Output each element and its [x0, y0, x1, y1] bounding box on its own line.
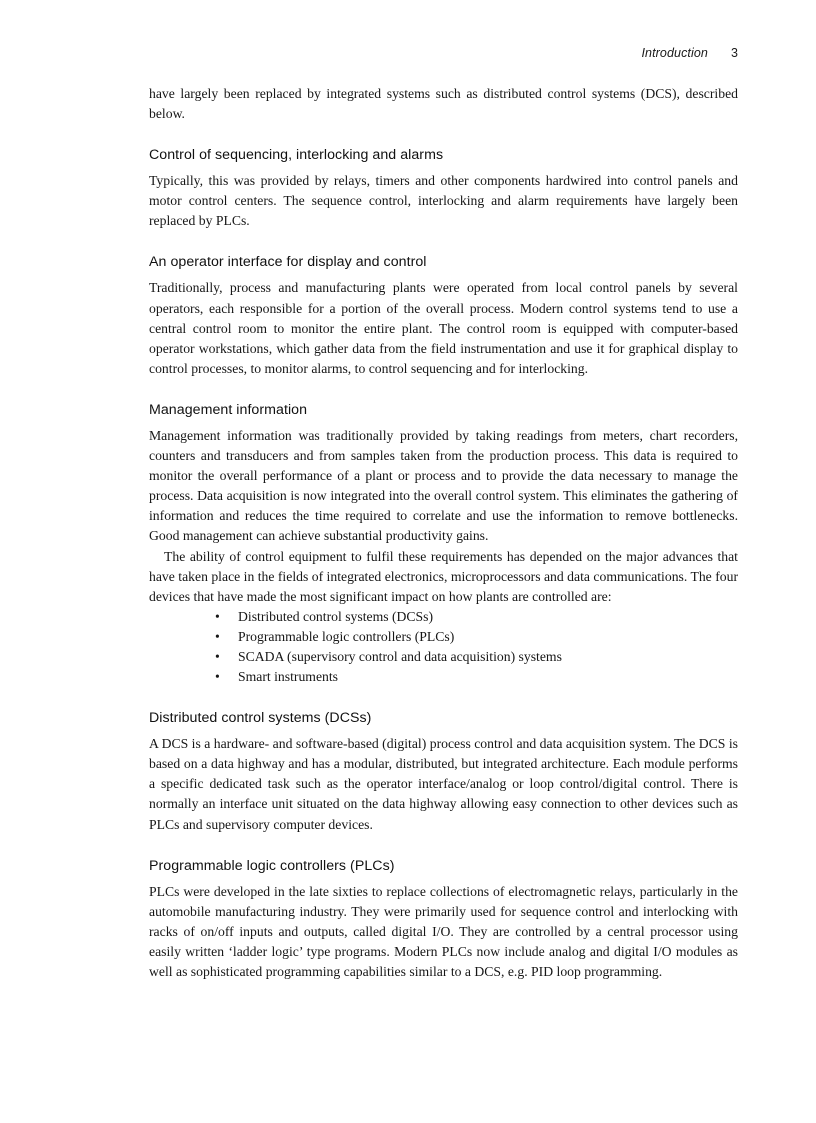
- spacer: [149, 727, 738, 734]
- spacer: [149, 835, 738, 857]
- paragraph-continued: have largely been replaced by integrated systems such as distributed control systems (DCS), described below.: [149, 86, 738, 122]
- heading-distributed-control-systems: Distributed control systems (DCSs): [149, 710, 372, 727]
- heading-operator-interface: An operator interface for display and control: [149, 254, 427, 271]
- paragraph-sequencing: Typically, this was provided by relays, timers and other components hardwired into control panels and motor control centers. The sequence control, interlocking and alarm requirements have largely been replaced by PLCs.: [149, 173, 738, 229]
- bullet-icon: •: [215, 669, 220, 685]
- spacer: [149, 164, 738, 171]
- paragraph-dcs: A DCS is a hardware- and software-based (digital) process control and data acquisition system. The DCS is based on a data highway and has a modular, distributed, but integrated architecture. Each module performs a specific dedicated task such as the operator interface/analog or loop control/digital control. There is normally an interface unit situated on the data highway allowing easy connection to other devices such as PLCs and supervisory computer devices.: [149, 736, 738, 832]
- list-item-label: Distributed control systems (DCSs): [238, 608, 434, 624]
- heading-programmable-logic-controllers: Programmable logic controllers (PLCs): [149, 857, 395, 874]
- bullet-icon: •: [215, 608, 220, 624]
- paragraph-management-information-1: Management information was traditionally provided by taking readings from meters, chart recorders, counters and transducers and from samples taken from the production process. This data is required to monitor the overall performance of a plant or process and to provide the data necessary to manage the process. Data acquisition is now integrated into the overall control system. This eliminates the gathering of information and reduces the time required to correlate and use the information to remove bottlenecks. Good management can achieve substantial productivity gains.: [149, 427, 738, 544]
- spacer: [149, 419, 738, 426]
- list-item-label: SCADA (supervisory control and data acquisition) systems: [238, 648, 562, 664]
- list-item: [149, 607, 738, 627]
- list-item: [149, 627, 738, 647]
- text-column: [149, 84, 738, 982]
- paragraph-operator-interface: Traditionally, process and manufacturing plants were operated from local control panels by several operators, each responsible for a portion of the overall process. Modern control systems tend to use a central control room to monitor the entire plant. The control room is equipped with computer-based operator workstations, which gather data from the field instrumentation and use it for graphical display to control processes, to monitor alarms, to control sequencing and for interlocking.: [149, 280, 738, 376]
- spacer: [149, 687, 738, 709]
- paragraph-plc: PLCs were developed in the late sixties to replace collections of electromagnetic relays, particularly in the automobile manufacturing industry. They were primarily used for sequence control and interlocking with racks of on/off inputs and outputs, called digital I/O. They are controlled by a central processor using easily written ‘ladder logic’ type programs. Modern PLCs now include analog and digital I/O modules as well as sophisticated programming capabilities similar to a DCS, e.g. PID loop programming.: [149, 883, 738, 979]
- spacer: [149, 271, 738, 278]
- spacer: [149, 379, 738, 401]
- spacer: [149, 124, 738, 146]
- spacer: [149, 875, 738, 882]
- spacer: [149, 231, 738, 253]
- running-header-title: Introduction: [641, 46, 708, 60]
- running-header: [149, 46, 738, 64]
- bullet-icon: •: [215, 648, 220, 664]
- device-list: [149, 607, 738, 687]
- heading-management-information: Management information: [149, 401, 308, 418]
- list-item: [149, 647, 738, 667]
- list-item: [149, 667, 738, 687]
- list-item-label: Smart instruments: [238, 669, 338, 685]
- bullet-icon: •: [215, 628, 220, 644]
- heading-control-of-sequencing: Control of sequencing, interlocking and alarms: [149, 147, 444, 164]
- paragraph-management-information-2: The ability of control equipment to fulfil these requirements has depended on the major advances that have taken place in the fields of integrated electronics, microprocessors and data communications. The four devices that have made the most significant impact on how plants are controlled are:: [149, 548, 738, 604]
- page-number: 3: [731, 46, 738, 60]
- list-item-label: Programmable logic controllers (PLCs): [238, 628, 455, 644]
